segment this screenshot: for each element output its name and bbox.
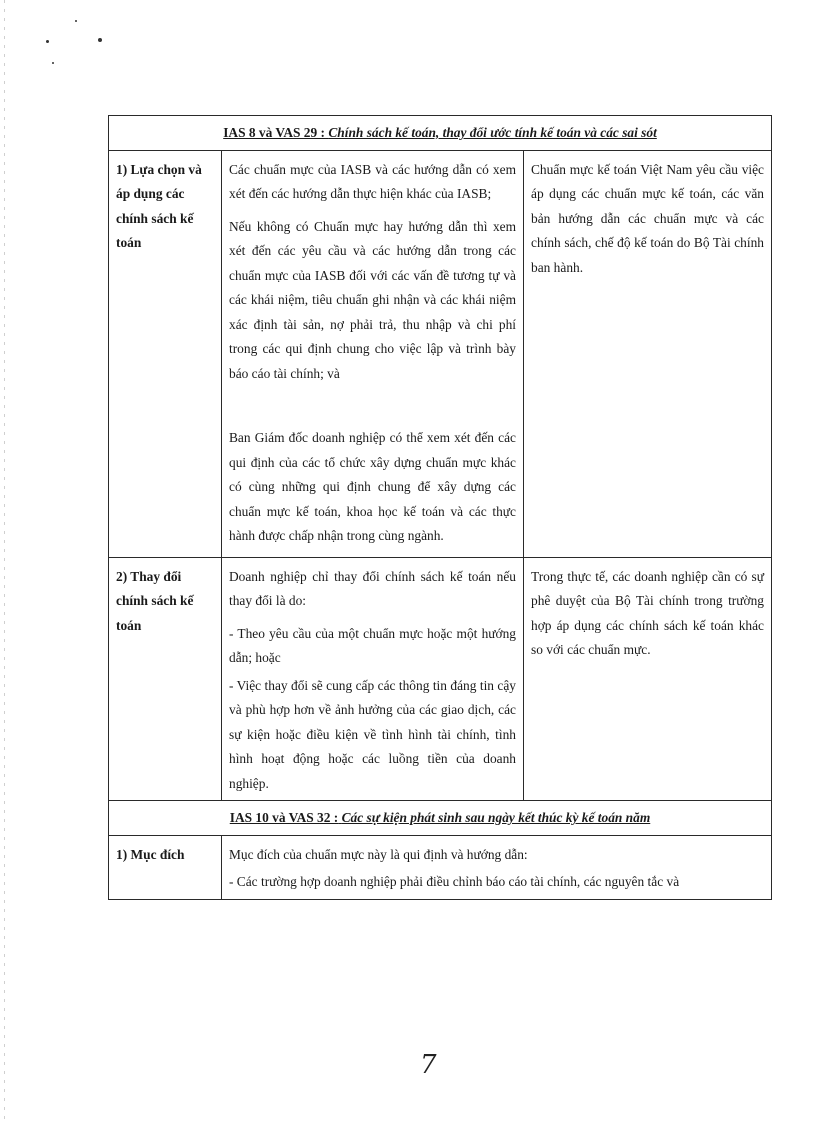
section-header-row xyxy=(109,801,772,836)
section-header-title: Các sự kiện phát sinh sau ngày kết thúc kỳ kế toán năm xyxy=(341,810,651,825)
ias-paragraph: - Theo yêu cầu của một chuẩn mực hoặc một hướng dẫn; hoặc xyxy=(229,625,516,665)
ias-paragraph: Ban Giám đốc doanh nghiệp có thể xem xét đến các qui định của các tổ chức xây dựng chuẩn mực khác có cùng những qui định chung để xây dựng các chuẩn mực kế toán, khoa học kế toán và các thực hành được chấp nhận trong cùng ngành. xyxy=(229,430,516,543)
row-label: 2) Thay đổi chính sách kế toán xyxy=(109,557,222,801)
section-header-ias8 xyxy=(109,116,772,151)
purpose-cell xyxy=(222,835,772,899)
comparison-table xyxy=(108,115,771,900)
scan-speck xyxy=(98,38,102,42)
row-label: 1) Lựa chọn và áp dụng các chính sách kế toán xyxy=(109,150,222,557)
ias-paragraph: Nếu không có Chuẩn mực hay hướng dẫn thì xem xét đến các yêu cầu và các hướng dẫn trong các chuẩn mực của IASB đối với các vấn đề tương tự và các khái niệm, tiêu chuẩn ghi nhận và các khái niệm xác định tài sản, nợ phải trả, thu nhập và chi phí trong các qui định chung cho việc lập và trình bày báo cáo tài chính; và xyxy=(229,218,516,381)
table-row xyxy=(109,835,772,899)
scan-speck xyxy=(75,20,77,22)
scan-speck xyxy=(46,40,49,43)
vas-paragraph: Chuẩn mực kế toán Việt Nam yêu cầu việc áp dụng các chuẩn mực kế toán, các văn bản hướng dẫn các chuẩn mực và các chính sách, chế độ kế toán do Bộ Tài chính ban hành. xyxy=(531,161,764,275)
purpose-paragraph: - Các trường hợp doanh nghiệp phải điều chỉnh báo cáo tài chính, các nguyên tắc và xyxy=(229,874,680,889)
row-label: 1) Mục đích xyxy=(109,835,222,899)
section-header-prefix: IAS 10 và VAS 32 : xyxy=(229,810,339,825)
ias-paragraph: Các chuẩn mực của IASB và các hướng dẫn có xem xét đến các hướng dẫn thực hiện khác của IASB; xyxy=(229,161,516,201)
ias-cell xyxy=(222,150,524,557)
section-header-row xyxy=(109,116,772,151)
table-row xyxy=(109,557,772,801)
vas-cell xyxy=(524,557,772,801)
vas-paragraph: Trong thực tế, các doanh nghiệp cần có sự phê duyệt của Bộ Tài chính trong trường hợp áp dụng các chính sách kế toán khác so với các chuẩn mực. xyxy=(531,568,764,657)
section-header-title: Chính sách kế toán, thay đổi ước tính kế toán và các sai sót xyxy=(328,125,657,140)
section-header-ias10 xyxy=(109,801,772,836)
section-header-prefix: IAS 8 và VAS 29 : xyxy=(223,125,326,140)
purpose-paragraph: Mục đích của chuẩn mực này là qui định và hướng dẫn: xyxy=(229,846,528,862)
ias-paragraph: Doanh nghiệp chỉ thay đổi chính sách kế toán nếu thay đổi là do: xyxy=(229,568,516,608)
ias-cell xyxy=(222,557,524,801)
scan-speck xyxy=(52,62,54,64)
vas-cell xyxy=(524,150,772,557)
ias-paragraph: - Việc thay đổi sẽ cung cấp các thông tin đáng tin cậy và phù hợp hơn về ảnh hưởng của các giao dịch, các sự kiện hoặc điều kiện về tình hình tài chính, tình hình hoạt động hoặc các luồng tiền của doanh nghiệp. xyxy=(229,677,516,791)
page-number: 7 xyxy=(420,1050,437,1080)
scan-margin-line xyxy=(4,0,5,1123)
table-row xyxy=(109,150,772,557)
